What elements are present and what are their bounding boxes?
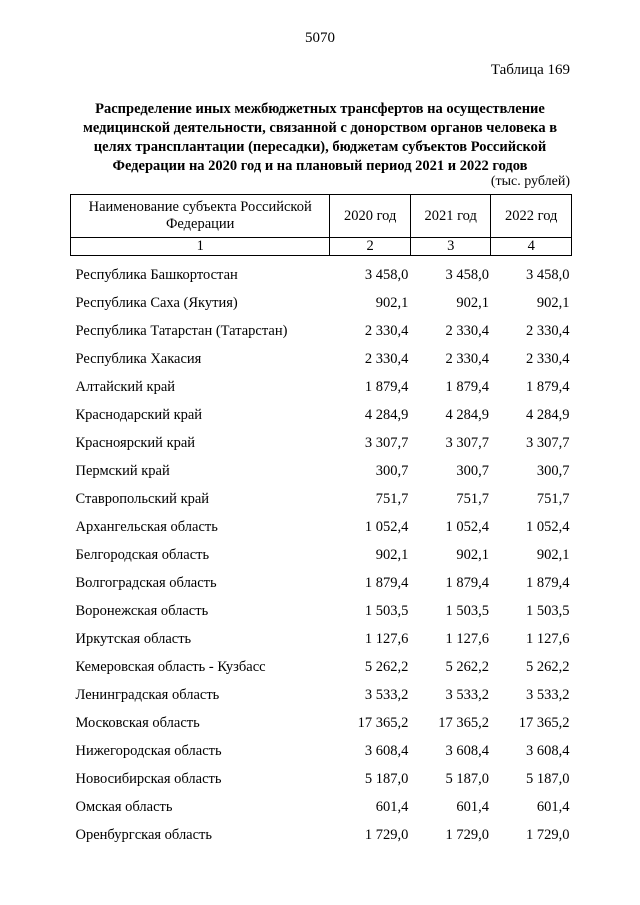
table-row xyxy=(71,732,572,760)
value-2022-cell: 2 330,4 xyxy=(526,323,570,339)
value-2022-cell: 3 608,4 xyxy=(526,743,570,759)
value-2022-cell: 5 187,0 xyxy=(526,771,570,787)
column-header-2020: 2020 год xyxy=(330,195,411,238)
table-row xyxy=(71,256,572,285)
value-2022-cell: 3 533,2 xyxy=(526,687,570,703)
table-row xyxy=(71,620,572,648)
value-2020-cell: 17 365,2 xyxy=(357,715,409,731)
value-2020-cell: 3 533,2 xyxy=(364,687,409,703)
value-2020-cell: 1 052,4 xyxy=(364,519,409,535)
value-2020-cell: 4 284,9 xyxy=(364,407,409,423)
region-name-cell: Красноярский край xyxy=(75,435,196,451)
value-2022-cell: 601,4 xyxy=(536,799,570,815)
value-2020-cell: 1 127,6 xyxy=(364,631,409,647)
value-2022-cell: 1 729,0 xyxy=(526,827,570,843)
table-row xyxy=(71,788,572,816)
value-2022-cell: 902,1 xyxy=(536,295,570,311)
region-name-cell: Республика Башкортостан xyxy=(75,267,238,283)
value-2021-cell: 1 127,6 xyxy=(445,631,489,647)
value-2020-cell: 751,7 xyxy=(375,491,409,507)
table-label: Таблица 169 xyxy=(490,62,570,78)
header-row xyxy=(71,195,572,238)
value-2022-cell: 1 879,4 xyxy=(526,379,570,395)
region-name-cell: Республика Саха (Якутия) xyxy=(75,295,238,311)
value-2020-cell: 3 307,7 xyxy=(364,435,409,451)
table-row xyxy=(71,676,572,704)
table-row xyxy=(71,508,572,536)
value-2021-cell: 1 729,0 xyxy=(445,827,489,843)
column-number-2: 2 xyxy=(330,238,411,256)
table-row xyxy=(71,564,572,592)
value-2021-cell: 2 330,4 xyxy=(445,351,489,367)
value-2022-cell: 3 458,0 xyxy=(526,267,570,283)
region-name-cell: Краснодарский край xyxy=(75,407,203,423)
value-2021-cell: 300,7 xyxy=(456,463,489,479)
value-2020-cell: 3 458,0 xyxy=(364,267,409,283)
value-2021-cell: 3 307,7 xyxy=(445,435,489,451)
value-2021-cell: 1 879,4 xyxy=(445,379,489,395)
table-row xyxy=(71,396,572,424)
value-2020-cell: 902,1 xyxy=(375,547,409,563)
value-2021-cell: 4 284,9 xyxy=(445,407,489,423)
value-2022-cell: 1 052,4 xyxy=(526,519,570,535)
region-name-cell: Республика Татарстан (Татарстан) xyxy=(75,323,288,339)
column-header-2022: 2022 год xyxy=(491,195,572,238)
value-2020-cell: 300,7 xyxy=(375,463,409,479)
table-row xyxy=(71,312,572,340)
table-row xyxy=(71,340,572,368)
value-2021-cell: 601,4 xyxy=(456,799,489,815)
region-name-cell: Иркутская область xyxy=(75,631,192,647)
table-row xyxy=(71,284,572,312)
region-name-cell: Пермский край xyxy=(75,463,170,479)
value-2020-cell: 3 608,4 xyxy=(364,743,409,759)
region-name-cell: Ставропольский край xyxy=(75,491,210,507)
value-2022-cell: 751,7 xyxy=(536,491,570,507)
column-number-3: 3 xyxy=(410,238,491,256)
page-number: 5070 xyxy=(305,30,335,46)
column-number-4: 4 xyxy=(491,238,572,256)
value-2021-cell: 1 503,5 xyxy=(445,603,489,619)
value-2021-cell: 3 608,4 xyxy=(445,743,489,759)
value-2020-cell: 1 879,4 xyxy=(364,575,409,591)
value-2021-cell: 1 879,4 xyxy=(445,575,489,591)
value-2021-cell: 5 262,2 xyxy=(445,659,489,675)
value-2020-cell: 1 729,0 xyxy=(364,827,409,843)
column-header-name: Наименование субъекта Российской Федерации xyxy=(71,195,330,238)
value-2020-cell: 5 262,2 xyxy=(364,659,409,675)
value-2020-cell: 902,1 xyxy=(375,295,409,311)
region-name-cell: Воронежская область xyxy=(75,603,209,619)
table-row xyxy=(71,648,572,676)
value-2022-cell: 902,1 xyxy=(536,547,570,563)
value-2022-cell: 1 127,6 xyxy=(526,631,570,647)
column-number-row xyxy=(71,238,572,256)
table-row xyxy=(71,704,572,732)
value-2021-cell: 3 533,2 xyxy=(445,687,489,703)
region-name-cell: Нижегородская область xyxy=(75,743,222,759)
table-row xyxy=(71,452,572,480)
region-name-cell: Белгородская область xyxy=(75,547,210,563)
column-number-1: 1 xyxy=(71,238,330,256)
units-label: (тыс. рублей) xyxy=(490,174,570,189)
region-name-cell: Ленинградская область xyxy=(75,687,220,703)
table-row xyxy=(71,424,572,452)
table-row xyxy=(71,816,572,844)
table-row xyxy=(71,536,572,564)
region-name-cell: Новосибирская область xyxy=(75,771,222,787)
value-2020-cell: 2 330,4 xyxy=(364,323,409,339)
value-2021-cell: 3 458,0 xyxy=(445,267,489,283)
region-name-cell: Оренбургская область xyxy=(75,827,213,843)
region-name-cell: Алтайский край xyxy=(75,379,176,395)
value-2022-cell: 5 262,2 xyxy=(526,659,570,675)
value-2021-cell: 902,1 xyxy=(456,295,489,311)
value-2022-cell: 3 307,7 xyxy=(526,435,570,451)
value-2022-cell: 17 365,2 xyxy=(518,715,570,731)
table-row xyxy=(71,760,572,788)
value-2022-cell: 300,7 xyxy=(536,463,570,479)
value-2021-cell: 5 187,0 xyxy=(445,771,489,787)
value-2022-cell: 2 330,4 xyxy=(526,351,570,367)
table-row xyxy=(71,480,572,508)
value-2022-cell: 1 503,5 xyxy=(526,603,570,619)
region-name-cell: Архангельская область xyxy=(75,519,218,535)
transfers-table xyxy=(70,194,572,844)
region-name-cell: Волгоградская область xyxy=(75,575,217,591)
table-row xyxy=(71,592,572,620)
value-2020-cell: 1 503,5 xyxy=(364,603,409,619)
region-name-cell: Республика Хакасия xyxy=(75,351,202,367)
region-name-cell: Омская область xyxy=(75,799,173,815)
value-2020-cell: 601,4 xyxy=(375,799,409,815)
document-title: Распределение иных межбюджетных трансфертов на осуществление медицинской деятельности, связанной с донорством органов человека в целях трансплантации (пересадки), бюджетам субъектов Российской Федерации на 2020 год и на плановый период 2021 и 2022 годов xyxy=(82,101,558,174)
table-row xyxy=(71,368,572,396)
value-2021-cell: 2 330,4 xyxy=(445,323,489,339)
value-2021-cell: 17 365,2 xyxy=(438,715,489,731)
column-header-2021: 2021 год xyxy=(410,195,491,238)
value-2020-cell: 1 879,4 xyxy=(364,379,409,395)
value-2021-cell: 1 052,4 xyxy=(445,519,489,535)
value-2022-cell: 1 879,4 xyxy=(526,575,570,591)
region-name-cell: Кемеровская область - Кузбасс xyxy=(75,659,266,675)
value-2021-cell: 902,1 xyxy=(456,547,489,563)
table-body xyxy=(71,256,572,845)
region-name-cell: Московская область xyxy=(75,715,200,731)
value-2022-cell: 4 284,9 xyxy=(526,407,570,423)
value-2021-cell: 751,7 xyxy=(456,491,489,507)
value-2020-cell: 5 187,0 xyxy=(364,771,409,787)
value-2020-cell: 2 330,4 xyxy=(364,351,409,367)
